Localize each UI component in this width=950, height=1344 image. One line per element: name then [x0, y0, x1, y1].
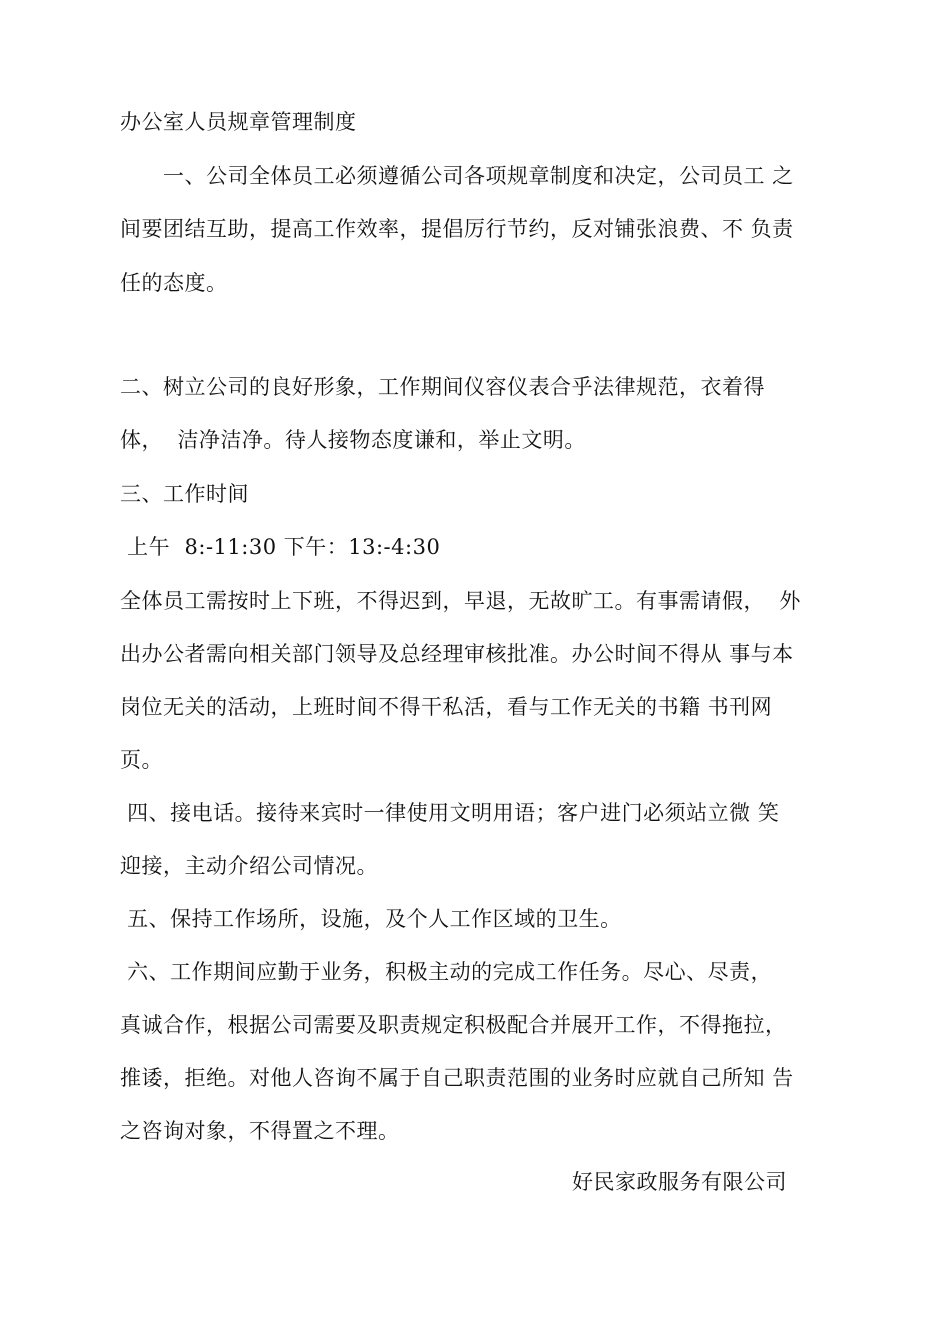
company-signature: 好民家政服务有限公司: [572, 1170, 787, 1194]
paragraph-line: 岗位无关的活动，上班时间不得干私活，看与工作无关的书籍 书刊网: [120, 695, 773, 719]
paragraph-line: 二、树立公司的良好形象，工作期间仪容仪表合乎法律规范，衣着得: [120, 375, 765, 399]
paragraph-line: 全体员工需按时上下班，不得迟到，早退，无故旷工。有事需请假， 外: [120, 589, 801, 613]
paragraph-line: 五、保持工作场所，设施，及个人工作区域的卫生。: [120, 907, 622, 931]
paragraph-line: 任的态度。: [120, 271, 228, 295]
paragraph-line: 间要团结互助，提高工作效率，提倡厉行节约，反对铺张浪费、不 负责: [120, 217, 794, 241]
work-hours: 上午 8:-11:30 下午：13:-4:30: [120, 535, 441, 559]
paragraph-line: 页。: [120, 748, 163, 772]
paragraph-line: 迎接，主动介绍公司情况。: [120, 854, 378, 878]
paragraph-line: 之咨询对象，不得置之不理。: [120, 1119, 400, 1143]
section-heading: 三、工作时间: [120, 482, 249, 506]
paragraph-line: 一、公司全体员工必须遵循公司各项规章制度和决定，公司员工 之: [120, 164, 794, 188]
paragraph-line: 体， 洁净洁净。待人接物态度谦和，举止文明。: [120, 428, 586, 452]
paragraph-line: 六、工作期间应勤于业务，积极主动的完成工作任务。尽心、尽责，: [120, 960, 773, 984]
paragraph-line: 四、接电话。接待来宾时一律使用文明用语；客户进门必须站立微 笑: [120, 801, 780, 825]
paragraph-line: 出办公者需向相关部门领导及总经理审核批准。办公时间不得从 事与本: [120, 642, 794, 666]
document-title: 办公室人员规章管理制度: [120, 110, 357, 134]
paragraph-line: 推诿，拒绝。对他人咨询不属于自己职责范围的业务时应就自己所知 告: [120, 1066, 794, 1090]
paragraph-line: 真诚合作，根据公司需要及职责规定积极配合并展开工作，不得拖拉，: [120, 1013, 787, 1037]
